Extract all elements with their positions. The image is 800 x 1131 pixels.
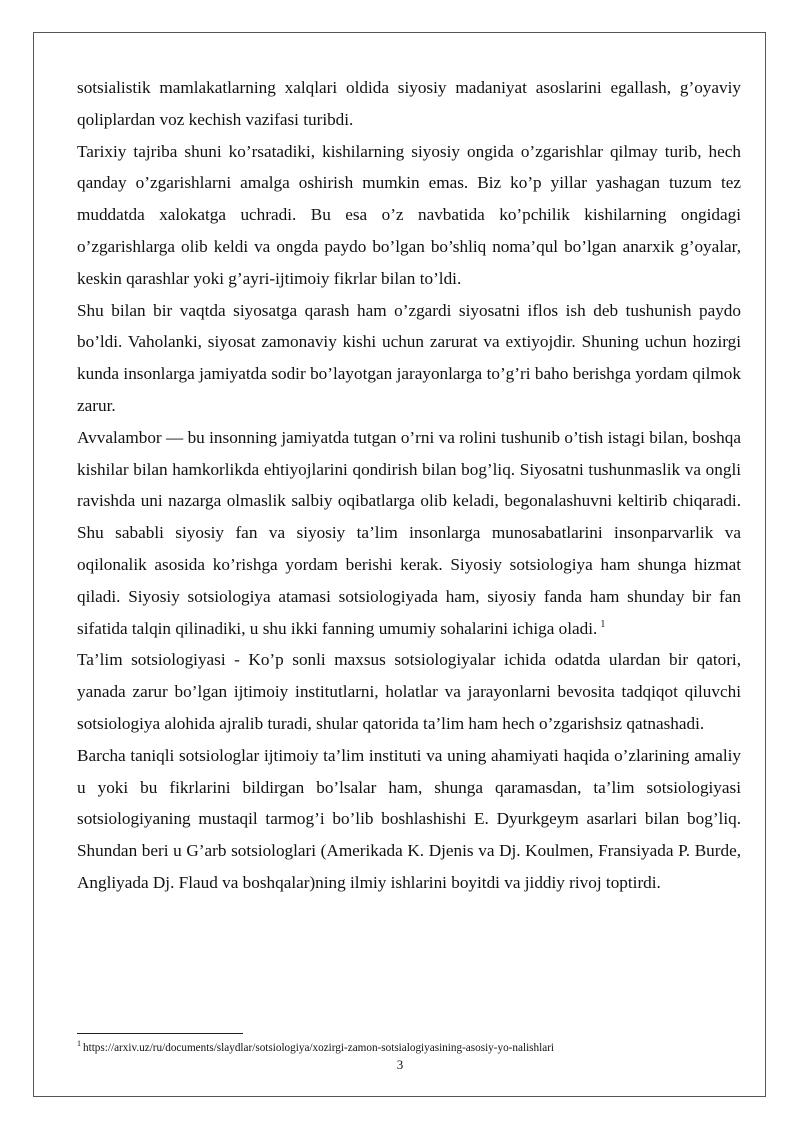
page-number: 3 bbox=[396, 1057, 404, 1072]
footnote-reference[interactable]: 1 bbox=[600, 618, 606, 630]
paragraph: Ta’lim sotsiologiyasi - Ko’p sonli maxsus sotsiologiyalar ichida odatda ulardan bir qatori, yanada zarur bo’lgan ijtimoiy institutlarni, holatlar va jarayonlarni bevosita tadqiqot qiluvchi sotsiologiya alohida ajralib turadi, shular qatorida ta’lim ham hech o’zgarishsiz qatnashadi. bbox=[77, 650, 741, 733]
paragraph-text: Avvalambor — bu insonning jamiyatda tutgan o’rni va rolini tushunib o’tish istagi bilan, boshqa kishilar bilan hamkorlikda ehtiyojlarini qondirish bilan bog’liq. Siyosatni tushunmaslik va ongli ravishda uni nazarga olmaslik salbiy oqibatlarga olib keladi, begonalashuvni keltirib chiqaradi. Shu sababli siyosiy fan va siyosiy ta’lim insonlarga munosabatlarini insonparvarlik va oqilonalik asosida ko’rishga yordam berishi kerak. Siyosiy sotsiologiya ham shunga hizmat qiladi. Siyosiy sotsiologiya atamasi sotsiologiyada ham, siyosiy fanda ham shunday bir fan sifatida talqin qilinadiki, u shu ikki fanning umumiy sohalarini ichiga oladi. bbox=[77, 427, 741, 638]
footnote-link[interactable]: https://arxiv.uz/ru/documents/slaydlar/sotsiologiya/xozirgi-zamon-sotsialogiyasining-asosiy-yo-nalishlari bbox=[83, 1042, 555, 1054]
footnote-separator bbox=[77, 1033, 243, 1034]
paragraph: Shu bilan bir vaqtda siyosatga qarash ham o’zgardi siyosatni iflos ish deb tushunish paydo bo’ldi. Vaholanki, siyosat zamonaviy kishi uchun zarurat va extiyojdir. Shuning uchun hozirgi kunda insonlarga jamiyatda sodir bo’layotgan jarayonlarga to’g’ri baho berishga yordam qilmok zarur. bbox=[77, 300, 741, 415]
document-body bbox=[77, 72, 741, 899]
footnote-number: 1 bbox=[77, 1039, 81, 1049]
paragraph: sotsialistik mamlakatlarning xalqlari oldida siyosiy madaniyat asoslarini egallash, g’oyaviy qoliplardan voz kechish vazifasi turibdi. bbox=[77, 78, 741, 129]
paragraph: Tarixiy tajriba shuni ko’rsatadiki, kishilarning siyosiy ongida o’zgarishlar qilmay turib, hech qanday o’zgarishlarni amalga oshirish mumkin emas. Biz ko’p yillar yashagan tuzum tez muddatda xalokatga uchradi. Bu esa o’z navbatida ko’pchilik kishilarning ongidagi o’zgarishlarga olib keldi va ongda paydo bo’lgan bo’shliq noma’qul bo’lgan anarxik g’oyalar, keskin qarashlar yoki g’ayri-ijtimoiy fikrlar bilan to’ldi. bbox=[77, 141, 741, 288]
paragraph: Barcha taniqli sotsiologlar ijtimoiy ta’lim instituti va uning ahamiyati haqida o’zlarining amaliy u yoki bu fikrlarini bildirgan bo’lsalar ham, shunga qaramasdan, ta’lim sotsiologiyasi sotsiologiyaning mustaqil tarmog’i bo’lib boshlashishi E. Dyurkgeym asarlari bilan bog’liq. Shundan beri u G’arb sotsiologlari (Amerikada K. Djenis va Dj. Koulmen, Fransiyada P. Burde, Angliyada Dj. Flaud va boshqalar)ning ilmiy ishlarini boyitdi va jiddiy rivoj toptirdi. bbox=[77, 745, 741, 892]
paragraph-with-footnote bbox=[77, 422, 741, 645]
footnote bbox=[77, 1041, 741, 1055]
